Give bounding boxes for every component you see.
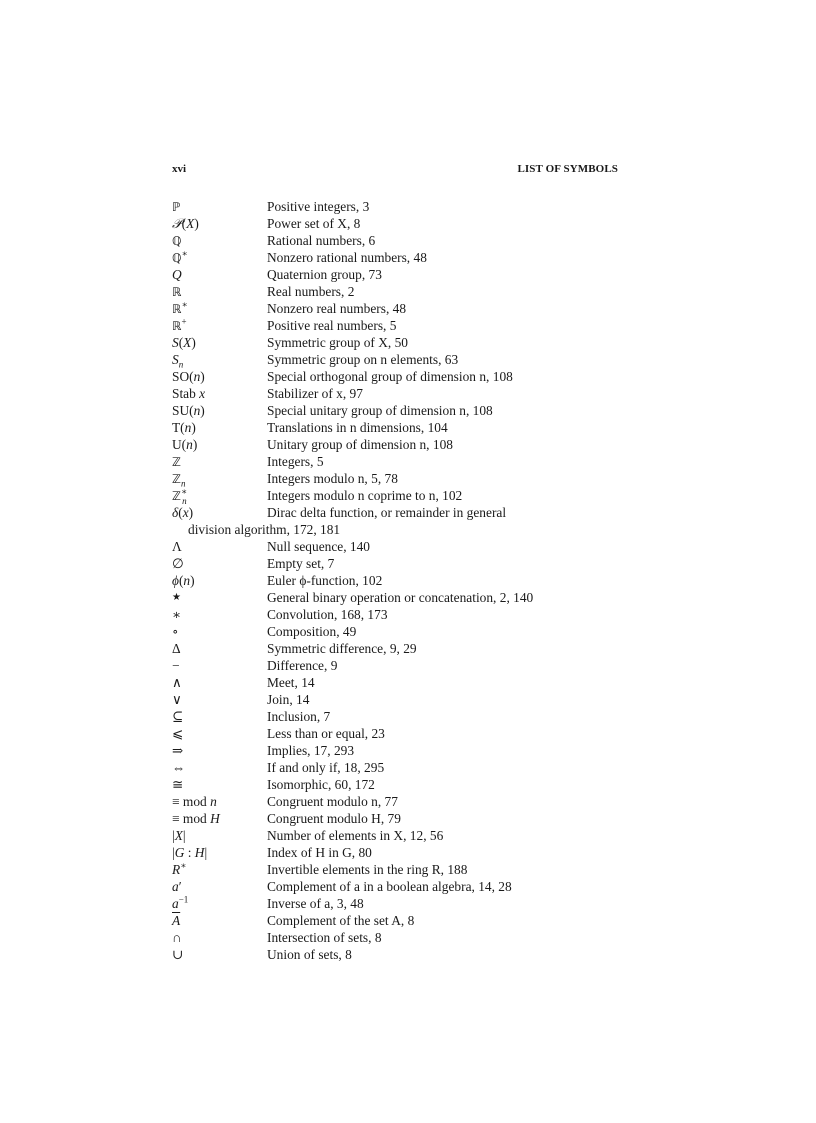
symbol: ℙ [172,200,181,214]
symbol: a′ [172,879,182,894]
symbol-description: Congruent modulo n, 77 [267,794,398,809]
symbol-entry [172,436,622,453]
symbol-entry [172,708,622,725]
symbol: Λ [172,539,182,554]
symbol-entry [172,827,622,844]
symbol: Q [172,267,182,282]
symbol: ℤ [172,455,181,469]
symbol-entry [172,912,622,929]
symbol: |G : H| [172,845,208,860]
symbol-description: Composition, 49 [267,624,357,639]
page-number: xvi [172,163,187,175]
symbol: ∅ [172,556,184,571]
symbol: Stab x [172,386,206,401]
symbol: 𝒫(X) [172,216,199,231]
symbol: ϕ(n) [172,573,195,588]
symbol-description: Join, 14 [267,692,310,707]
symbol-entry [172,249,622,266]
symbol-description: Special unitary group of dimension n, 108 [267,403,493,418]
symbol-description: Integers, 5 [267,454,324,469]
symbol-entry [172,385,622,402]
symbol-entry [172,742,622,759]
symbol-description: Symmetric difference, 9, 29 [267,641,417,656]
symbol: ∧ [172,675,182,690]
symbol-description: Null sequence, 140 [267,539,371,554]
symbol-description: Euler ϕ-function, 102 [267,573,383,588]
symbol-entry [172,657,622,674]
symbol-entry [172,623,622,640]
running-title: LIST OF SYMBOLS [517,163,618,175]
symbol: ℚ [172,234,182,248]
symbol-entry [172,929,622,946]
symbol: ≅ [172,777,184,792]
symbol-entry [172,606,622,623]
symbol-entry [172,419,622,436]
symbol-entry [172,300,622,317]
symbol-description: Index of H in G, 80 [267,845,372,860]
symbol: ℚ∗ [172,248,188,265]
symbol-entry [172,810,622,827]
symbol-description: Nonzero rational numbers, 48 [267,250,427,265]
symbol: ℝ [172,285,182,299]
symbol-entry [172,504,622,538]
symbol: ⇔ [172,760,186,775]
symbol-entry [172,691,622,708]
symbol-list [172,198,622,963]
symbol-entry [172,198,622,215]
symbol-description: Inverse of a, 3, 48 [267,896,364,911]
symbol-description: General binary operation or concatenation, 2, 140 [267,590,534,605]
symbol-entry [172,725,622,742]
symbol: SU(n) [172,403,205,418]
symbol-entry [172,283,622,300]
symbol-entry [172,351,622,368]
symbol-entry [172,232,622,249]
symbol-description: Rational numbers, 6 [267,233,376,248]
symbol: ℤ$_n$ [172,472,186,489]
symbol-description: Isomorphic, 60, 172 [267,777,375,792]
symbol-description: Quaternion group, 73 [267,267,382,282]
running-header [172,163,618,179]
symbol-entry [172,402,622,419]
symbol-entry [172,759,622,776]
symbol-entry [172,776,622,793]
symbol-description: Intersection of sets, 8 [267,930,382,945]
symbol: Δ [172,641,181,656]
symbol: ≡ mod n [172,794,217,809]
symbol-entry [172,453,622,470]
symbol-description: Integers modulo n coprime to n, 102 [267,488,463,503]
symbol: SO(n) [172,369,205,384]
symbol-entry [172,266,622,283]
symbol: ∪ [172,947,184,962]
symbol: ∩ [172,930,182,945]
symbol-description: Power set of X, 8 [267,216,361,231]
symbol-description: Inclusion, 7 [267,709,331,724]
symbol-description: Meet, 14 [267,675,315,690]
symbol-description: Translations in n dimensions, 104 [267,420,448,435]
symbol-description: Unitary group of dimension n, 108 [267,437,453,452]
symbol: ℤ∗$_n$ [172,486,188,506]
symbol-entry [172,572,622,589]
symbol-description: Convolution, 168, 173 [267,607,388,622]
symbol-entry [172,844,622,861]
symbol-entry [172,895,622,912]
symbol: $a^{-1}$ [172,894,189,911]
symbol-description: Complement of the set A, 8 [267,913,415,928]
symbol: ≡ mod H [172,811,220,826]
symbol: ∗ [172,607,182,622]
symbol-description: Implies, 17, 293 [267,743,355,758]
symbol-description: Number of elements in X, 12, 56 [267,828,444,843]
symbol-description: Union of sets, 8 [267,947,352,962]
symbol-description: If and only if, 18, 295 [267,760,385,775]
symbol-entry [172,538,622,555]
symbol-description: Less than or equal, 23 [267,726,385,741]
symbol: ★ [172,592,181,603]
symbol: S(X) [172,335,196,350]
symbol-entry [172,589,622,606]
symbol-description-line1: Dirac delta function, or remainder in general [267,505,507,520]
symbol-entry [172,487,622,504]
symbol-entry [172,946,622,963]
symbol-description: Empty set, 7 [267,556,335,571]
symbol: ⩽ [172,726,184,741]
symbol-description-line2: division algorithm, 172, 181 [188,522,341,537]
symbol-description: Symmetric group on n elements, 63 [267,352,459,367]
symbol: ⊆ [172,709,184,724]
symbol-entry [172,861,622,878]
symbol-description: Positive real numbers, 5 [267,318,397,333]
symbol-description: Complement of a in a boolean algebra, 14, 28 [267,879,512,894]
symbol-entry [172,334,622,351]
symbol-description: Invertible elements in the ring R, 188 [267,862,468,877]
symbol-entry [172,215,622,232]
symbol-entry [172,555,622,572]
symbol-description: Difference, 9 [267,658,338,673]
symbol-entry [172,470,622,487]
symbol-description: Real numbers, 2 [267,284,355,299]
symbol-entry [172,674,622,691]
symbol: $S_n$ [172,352,184,370]
symbol: ∨ [172,692,182,707]
symbol: |X| [172,828,186,843]
symbol-description: Positive integers, 3 [267,199,370,214]
symbol-entry [172,793,622,810]
symbol: δ(x) [172,505,194,520]
symbol-entry [172,368,622,385]
symbol-entry [172,317,622,334]
symbol-entry [172,640,622,657]
symbol: ∘ [172,624,179,639]
symbol: ⇒ [172,743,184,758]
symbol-description: Special orthogonal group of dimension n, 108 [267,369,513,384]
symbol-description: Congruent modulo H, 79 [267,811,401,826]
symbol: T(n) [172,420,196,435]
symbol: U(n) [172,437,198,452]
symbol: ℝ+ [172,316,187,333]
symbol: $\overline{A}$ [172,913,181,928]
symbol-entry [172,878,622,895]
symbol-description: Integers modulo n, 5, 78 [267,471,398,486]
symbol: ℝ∗ [172,299,188,316]
symbol: − [172,658,180,673]
symbol-description: Stabilizer of x, 97 [267,386,363,401]
symbol: R∗ [172,860,187,877]
symbol-description: Nonzero real numbers, 48 [267,301,407,316]
symbol-description: Symmetric group of X, 50 [267,335,408,350]
